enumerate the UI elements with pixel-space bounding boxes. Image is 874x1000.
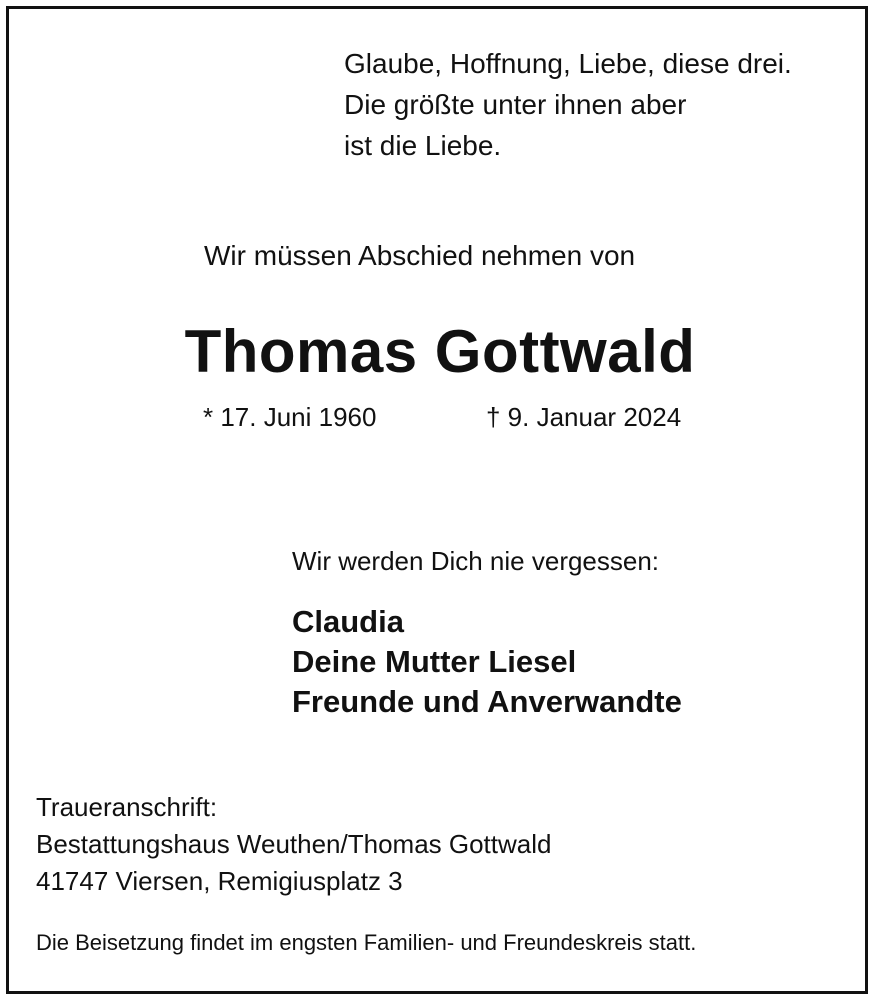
farewell-intro: Wir müssen Abschied nehmen von xyxy=(204,240,636,271)
mourner-name: Claudia xyxy=(292,604,404,639)
verse-line: ist die Liebe. xyxy=(344,130,502,161)
condolence-address xyxy=(36,789,551,900)
mourner-name: Deine Mutter Liesel xyxy=(292,644,577,679)
mourner-name: Freunde und Anverwandte xyxy=(292,684,682,719)
verse-line: Die größte unter ihnen aber xyxy=(344,89,687,120)
address-line: 41747 Viersen, Remigiusplatz 3 xyxy=(36,866,403,896)
remember-line: Wir werden Dich nie vergessen: xyxy=(292,546,660,576)
address-line: Bestattungshaus Weuthen/Thomas Gottwald xyxy=(36,829,552,859)
obituary-frame xyxy=(6,6,868,994)
death-date: † 9. Januar 2024 xyxy=(486,402,682,432)
verse-line: Glaube, Hoffnung, Liebe, diese drei. xyxy=(344,48,792,79)
mourners-list xyxy=(292,602,682,722)
birth-date: * 17. Juni 1960 xyxy=(203,402,377,432)
address-label: Traueranschrift: xyxy=(36,792,218,822)
bible-verse xyxy=(344,43,792,166)
deceased-name: Thomas Gottwald xyxy=(184,318,696,385)
burial-note: Die Beisetzung findet im engsten Familien- und Freundeskreis statt. xyxy=(36,930,697,955)
